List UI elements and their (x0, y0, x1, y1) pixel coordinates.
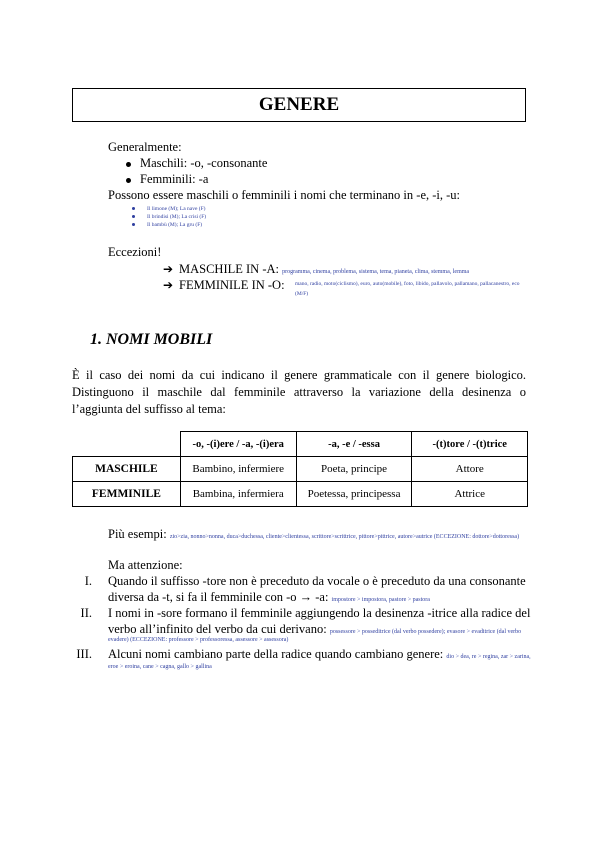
gender-table (72, 431, 528, 507)
intro-label: Generalmente: (108, 140, 182, 154)
table-cell: Attrice (412, 482, 528, 507)
section-heading: 1. NOMI MOBILI (90, 331, 213, 348)
table-cell: Poetessa, principessa (296, 482, 412, 507)
arrow-right-icon: ➔ (163, 262, 174, 276)
table-row (73, 482, 528, 507)
bullet-icon (126, 178, 131, 183)
bullet-icon (132, 223, 135, 226)
table-cell: Poeta, principe (296, 457, 412, 482)
exception-item: ➔ FEMMINILE IN -O: (163, 278, 285, 292)
table-header: -a, -e / -essa (296, 432, 412, 457)
both-genders-text: Possono essere maschili o femminili i nomi che terminano in -e, -i, -u: (108, 188, 461, 202)
example-item: Il limone (M); La nave (F) (132, 205, 206, 213)
rule-continuation: verbo all’infinito del verbo da cui derivano: possessore > posseditrice (dal verbo possedere); evasore > evaditrice (dal verbo (108, 622, 522, 636)
row-label: FEMMINILE (73, 482, 181, 507)
bullet-icon (132, 215, 135, 218)
section-paragraph: È il caso dei nomi da cui indicano il genere grammaticale con il genere biologico. Distinguono il maschile dal femminile attraverso la variazione della desinenza o l’aggiunta del suffisso al tema: (72, 368, 526, 416)
bullet-item: Maschili: -o, -consonante (126, 155, 267, 171)
table-cell: Bambino, infermiere (180, 457, 296, 482)
rule-item: I. Quando il suffisso -tore non è preceduto da vocale o è preceduto da una consonante (84, 574, 526, 588)
page-title: GENERE (72, 88, 526, 122)
more-examples: Più esempi: zio>zia, nonno>nonna, duca>duchessa, cliente>clientessa, scrittore>scrittrice, pittore>pittrice, autore>autrice (ECCEZIONE: dottore>dottoressa) (108, 527, 520, 541)
bullet-item: Femminili: -a (126, 171, 208, 187)
rule-item: III. Alcuni nomi cambiano parte della radice quando cambiano genere: dio > dea, re > regina, zar > zarina, (76, 647, 531, 661)
table-header: -(t)tore / -(t)trice (412, 432, 528, 457)
bullet-icon (126, 162, 131, 167)
bullet-icon (132, 207, 135, 210)
exceptions-label: Eccezioni! (108, 245, 162, 259)
exception-item: ➔ MASCHILE IN -A: programma, cinema, problema, sistema, tema, pianeta, clima, stemma, lemma (163, 262, 470, 276)
attention-label: Ma attenzione: (108, 558, 183, 572)
table-corner (73, 432, 181, 457)
rule-examples: evadere) (ECCEZIONE: professore > professoressa, assessore > assessora) (108, 637, 289, 643)
example-item: Il brindisi (M); La crisi (F) (132, 213, 206, 221)
rule-item: II. I nomi in -sore formano il femminile aggiungendo la desinenza -itrice alla radice del (80, 606, 531, 620)
exception-examples: mano, radio, moto(ciclismo), euro, auto(mobile), foto, libido, pallavolo, pallamano, pallacanestro, eco (M/F) (295, 281, 520, 297)
table-header: -o, -(i)ere / -a, -(i)era (180, 432, 296, 457)
table-cell: Attore (412, 457, 528, 482)
rule-examples: eroe > eroina, cane > cagna, gallo > gallina (108, 664, 212, 670)
rule-continuation: diversa da -t, si fa il femminile con -o → -a: impostore > impostora, pastore > pastora (108, 590, 430, 604)
row-label: MASCHILE (73, 457, 181, 482)
arrow-right-icon: ➔ (163, 278, 174, 292)
example-item: Il bambù (M); La gru (F) (132, 221, 202, 229)
table-row (73, 457, 528, 482)
table-cell: Bambina, infermiera (180, 482, 296, 507)
